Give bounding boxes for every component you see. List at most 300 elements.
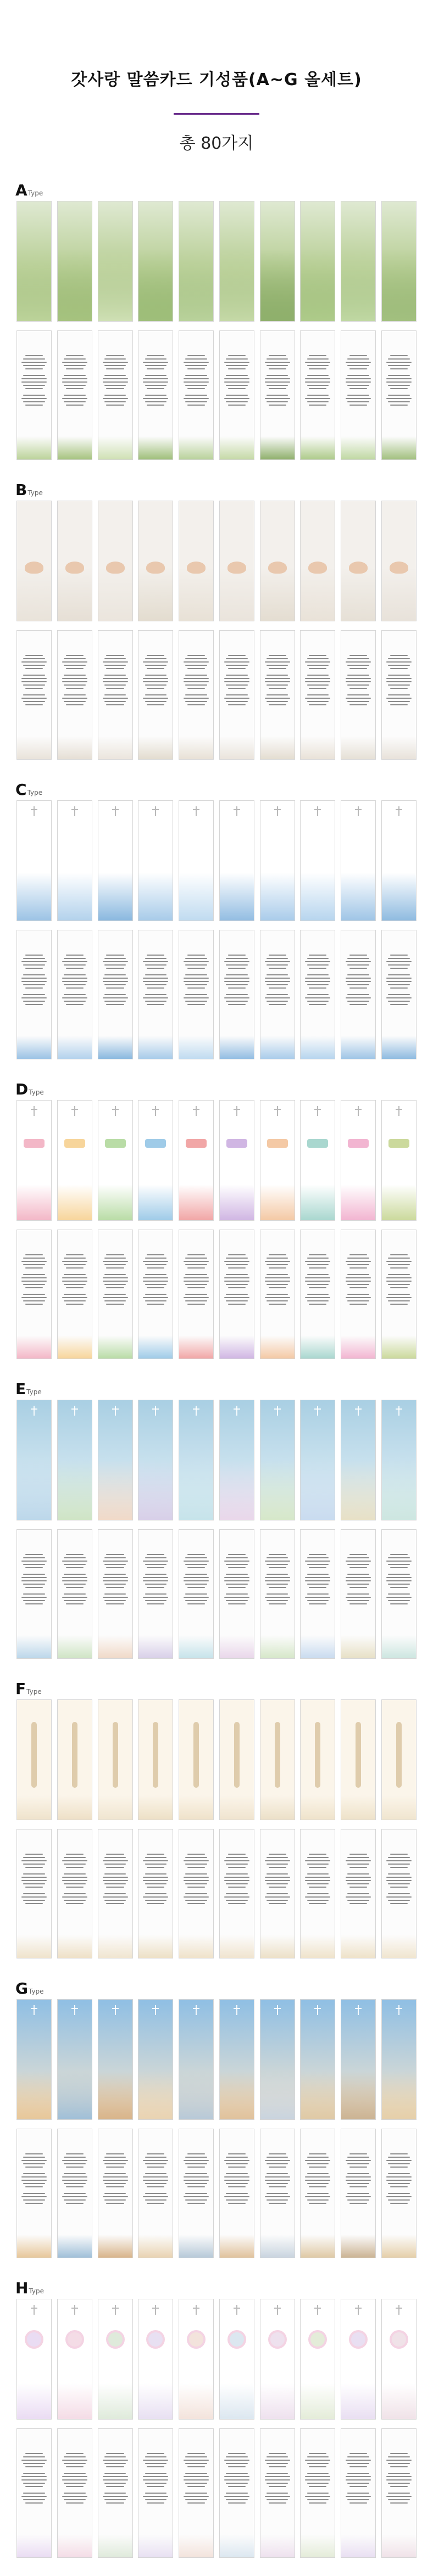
section-type-suffix: Type	[26, 1388, 42, 1396]
verse-text-lines	[305, 2151, 330, 2206]
card-back-thumbnail	[260, 2129, 295, 2258]
verse-text-lines	[224, 1552, 249, 1607]
verse-text-lines	[184, 353, 209, 408]
card-front-thumbnail	[98, 1999, 133, 2120]
cross-icon	[31, 2305, 37, 2315]
verse-text-lines	[265, 1851, 290, 1906]
card-back-thumbnail	[138, 2129, 173, 2258]
verse-text-lines	[143, 1252, 168, 1307]
card-back-row	[16, 330, 417, 460]
card-front-thumbnail	[138, 501, 173, 621]
card-front-thumbnail	[138, 2299, 173, 2420]
hands-illustration	[146, 562, 165, 574]
card-front-thumbnail	[138, 201, 173, 322]
verse-text-lines	[62, 1552, 87, 1607]
card-front-row	[16, 501, 417, 621]
verse-text-lines	[103, 1552, 128, 1607]
card-front-thumbnail	[16, 800, 52, 921]
card-front-thumbnail	[138, 1400, 173, 1520]
card-front-thumbnail	[300, 1400, 335, 1520]
card-back-thumbnail	[341, 630, 376, 760]
card-back-thumbnail	[341, 930, 376, 1059]
hands-illustration	[268, 562, 287, 574]
card-back-thumbnail	[341, 330, 376, 460]
hands-illustration	[227, 562, 246, 574]
card-front-thumbnail	[57, 800, 92, 921]
card-front-thumbnail	[98, 800, 133, 921]
card-front-thumbnail	[260, 2299, 295, 2420]
card-front-thumbnail	[16, 201, 52, 322]
vertical-calligraphy-mark	[153, 1722, 158, 1788]
flower-illustration	[230, 2332, 244, 2347]
card-back-thumbnail	[138, 2428, 173, 2558]
card-back-thumbnail	[138, 1230, 173, 1359]
calligraphy-mark	[105, 1139, 126, 1148]
flower-illustration	[189, 2332, 203, 2347]
calligraphy-mark	[145, 1139, 166, 1148]
verse-text-lines	[346, 2151, 371, 2206]
card-back-row	[16, 2129, 417, 2258]
cross-icon	[314, 1106, 321, 1116]
card-front-row	[16, 1699, 417, 1820]
card-front-thumbnail	[381, 1400, 417, 1520]
verse-text-lines	[265, 353, 290, 408]
cross-icon	[396, 1406, 402, 1416]
section-letter: E	[15, 1380, 26, 1398]
card-front-thumbnail	[179, 501, 214, 621]
flower-illustration	[148, 2332, 163, 2347]
verse-text-lines	[62, 1252, 87, 1307]
card-back-row	[16, 1829, 417, 1958]
hands-illustration	[349, 562, 368, 574]
verse-text-lines	[21, 653, 47, 708]
vertical-calligraphy-mark	[275, 1722, 280, 1788]
cross-icon	[193, 1406, 199, 1416]
card-front-thumbnail	[16, 1100, 52, 1221]
verse-text-lines	[224, 653, 249, 708]
cross-icon	[314, 806, 321, 816]
card-back-thumbnail	[260, 1230, 295, 1359]
card-front-thumbnail	[179, 1699, 214, 1820]
verse-text-lines	[265, 952, 290, 1007]
verse-text-lines	[21, 952, 47, 1007]
verse-text-lines	[346, 1252, 371, 1307]
section-label	[15, 181, 43, 200]
verse-text-lines	[184, 2451, 209, 2506]
cross-icon	[234, 1406, 240, 1416]
cross-icon	[234, 1106, 240, 1116]
section-type-suffix: Type	[29, 2287, 44, 2295]
card-back-thumbnail	[260, 330, 295, 460]
card-front-thumbnail	[260, 1100, 295, 1221]
cross-icon	[355, 806, 362, 816]
section-type-suffix: Type	[26, 1688, 42, 1696]
verse-text-lines	[184, 2151, 209, 2206]
card-back-thumbnail	[16, 330, 52, 460]
card-front-thumbnail	[300, 2299, 335, 2420]
card-back-thumbnail	[341, 2129, 376, 2258]
section-letter: C	[15, 781, 27, 799]
cross-icon	[274, 1406, 281, 1416]
card-back-thumbnail	[300, 2129, 335, 2258]
card-front-thumbnail	[219, 1999, 254, 2120]
verse-text-lines	[224, 2151, 249, 2206]
cross-icon	[152, 2305, 159, 2315]
verse-text-lines	[346, 653, 371, 708]
verse-text-lines	[184, 1851, 209, 1906]
card-back-thumbnail	[219, 1529, 254, 1659]
cross-icon	[314, 2305, 321, 2315]
card-front-thumbnail	[219, 501, 254, 621]
calligraphy-mark	[388, 1139, 409, 1148]
card-back-thumbnail	[219, 330, 254, 460]
card-back-thumbnail	[98, 630, 133, 760]
verse-text-lines	[265, 2151, 290, 2206]
card-back-thumbnail	[260, 1829, 295, 1958]
card-back-thumbnail	[138, 630, 173, 760]
card-back-thumbnail	[260, 930, 295, 1059]
card-front-thumbnail	[98, 201, 133, 322]
page-title: 갓사랑 말씀카드 기성품(A~G 올세트)	[71, 70, 362, 89]
cross-icon	[234, 2005, 240, 2015]
card-front-thumbnail	[260, 800, 295, 921]
card-front-thumbnail	[341, 2299, 376, 2420]
card-back-row	[16, 2428, 417, 2558]
section-f	[0, 1680, 433, 1974]
verse-text-lines	[103, 353, 128, 408]
verse-text-lines	[305, 653, 330, 708]
card-back-thumbnail	[16, 630, 52, 760]
card-front-thumbnail	[300, 800, 335, 921]
verse-text-lines	[224, 1252, 249, 1307]
card-front-thumbnail	[341, 1699, 376, 1820]
verse-text-lines	[386, 1552, 412, 1607]
cross-icon	[274, 2005, 281, 2015]
card-back-thumbnail	[219, 2129, 254, 2258]
card-front-thumbnail	[219, 1100, 254, 1221]
card-back-thumbnail	[138, 1829, 173, 1958]
section-letter: D	[15, 1080, 29, 1098]
flower-illustration	[27, 2332, 41, 2347]
card-back-thumbnail	[98, 2428, 133, 2558]
card-front-thumbnail	[381, 1699, 417, 1820]
card-front-thumbnail	[300, 501, 335, 621]
card-front-thumbnail	[57, 1999, 92, 2120]
section-type-suffix: Type	[28, 1988, 44, 1995]
cross-icon	[274, 2305, 281, 2315]
verse-text-lines	[386, 2451, 412, 2506]
flower-illustration	[108, 2332, 123, 2347]
section-label	[15, 1080, 44, 1099]
card-front-thumbnail	[300, 1699, 335, 1820]
card-back-thumbnail	[98, 2129, 133, 2258]
card-back-thumbnail	[179, 630, 214, 760]
cross-icon	[193, 2305, 199, 2315]
verse-text-lines	[265, 653, 290, 708]
card-back-thumbnail	[300, 630, 335, 760]
calligraphy-mark	[226, 1139, 247, 1148]
verse-text-lines	[184, 1252, 209, 1307]
verse-text-lines	[21, 1552, 47, 1607]
cross-icon	[112, 2005, 119, 2015]
section-label	[15, 1979, 44, 1998]
card-back-thumbnail	[138, 1529, 173, 1659]
card-back-thumbnail	[57, 330, 92, 460]
card-back-thumbnail	[179, 2428, 214, 2558]
cross-icon	[71, 2305, 78, 2315]
card-back-thumbnail	[341, 1230, 376, 1359]
card-front-thumbnail	[381, 201, 417, 322]
verse-text-lines	[346, 1851, 371, 1906]
verse-text-lines	[224, 952, 249, 1007]
section-c	[0, 781, 433, 1075]
vertical-calligraphy-mark	[234, 1722, 240, 1788]
verse-text-lines	[21, 2151, 47, 2206]
verse-text-lines	[386, 653, 412, 708]
verse-text-lines	[305, 1552, 330, 1607]
card-back-thumbnail	[16, 930, 52, 1059]
card-front-thumbnail	[341, 1999, 376, 2120]
card-front-thumbnail	[341, 1400, 376, 1520]
verse-text-lines	[103, 1252, 128, 1307]
card-front-row	[16, 800, 417, 921]
card-front-thumbnail	[98, 1699, 133, 1820]
section-letter: H	[15, 2279, 29, 2297]
card-back-thumbnail	[179, 1829, 214, 1958]
card-front-thumbnail	[16, 1400, 52, 1520]
section-type-suffix: Type	[27, 789, 43, 796]
card-front-thumbnail	[98, 1100, 133, 1221]
cross-icon	[355, 2305, 362, 2315]
card-front-thumbnail	[179, 1100, 214, 1221]
verse-text-lines	[265, 2451, 290, 2506]
verse-text-lines	[103, 1851, 128, 1906]
flower-illustration	[68, 2332, 82, 2347]
verse-text-lines	[305, 1252, 330, 1307]
card-front-row	[16, 1100, 417, 1221]
card-back-thumbnail	[16, 1230, 52, 1359]
card-front-thumbnail	[219, 2299, 254, 2420]
card-back-thumbnail	[381, 1529, 417, 1659]
section-letter: F	[15, 1680, 26, 1698]
card-front-thumbnail	[179, 201, 214, 322]
cross-icon	[112, 2305, 119, 2315]
card-back-thumbnail	[16, 1829, 52, 1958]
card-back-thumbnail	[57, 2129, 92, 2258]
vertical-calligraphy-mark	[113, 1722, 118, 1788]
card-back-thumbnail	[98, 1230, 133, 1359]
card-back-thumbnail	[260, 1529, 295, 1659]
vertical-calligraphy-mark	[31, 1722, 37, 1788]
card-front-thumbnail	[57, 501, 92, 621]
card-front-thumbnail	[57, 1100, 92, 1221]
card-back-row	[16, 930, 417, 1059]
calligraphy-mark	[64, 1139, 85, 1148]
section-letter: G	[15, 1979, 28, 1997]
card-back-thumbnail	[381, 1829, 417, 1958]
verse-text-lines	[103, 2451, 128, 2506]
card-front-thumbnail	[179, 1999, 214, 2120]
verse-text-lines	[184, 952, 209, 1007]
card-front-thumbnail	[219, 201, 254, 322]
verse-text-lines	[386, 952, 412, 1007]
card-back-thumbnail	[260, 2428, 295, 2558]
card-back-thumbnail	[381, 630, 417, 760]
card-front-thumbnail	[300, 1999, 335, 2120]
verse-text-lines	[386, 1252, 412, 1307]
section-letter: B	[15, 481, 27, 499]
card-front-thumbnail	[16, 1999, 52, 2120]
cross-icon	[355, 1406, 362, 1416]
section-type-suffix: Type	[27, 189, 43, 197]
card-back-thumbnail	[16, 1529, 52, 1659]
verse-text-lines	[21, 353, 47, 408]
card-front-thumbnail	[219, 1699, 254, 1820]
card-back-thumbnail	[179, 1529, 214, 1659]
section-label	[15, 2279, 44, 2298]
card-back-thumbnail	[381, 2428, 417, 2558]
card-back-thumbnail	[179, 1230, 214, 1359]
cross-icon	[274, 806, 281, 816]
vertical-calligraphy-mark	[396, 1722, 402, 1788]
cross-icon	[31, 806, 37, 816]
verse-text-lines	[62, 653, 87, 708]
cross-icon	[396, 2305, 402, 2315]
card-back-thumbnail	[341, 1529, 376, 1659]
card-back-thumbnail	[300, 2428, 335, 2558]
verse-text-lines	[224, 353, 249, 408]
section-type-suffix: Type	[27, 489, 43, 497]
cross-icon	[396, 2005, 402, 2015]
card-front-thumbnail	[381, 1100, 417, 1221]
card-back-thumbnail	[219, 630, 254, 760]
card-back-thumbnail	[260, 630, 295, 760]
cross-icon	[71, 806, 78, 816]
card-back-thumbnail	[98, 1529, 133, 1659]
card-front-thumbnail	[381, 1999, 417, 2120]
card-front-thumbnail	[300, 201, 335, 322]
verse-text-lines	[62, 353, 87, 408]
verse-text-lines	[386, 1851, 412, 1906]
verse-text-lines	[21, 2451, 47, 2506]
flower-illustration	[270, 2332, 285, 2347]
card-front-thumbnail	[341, 800, 376, 921]
verse-text-lines	[143, 1552, 168, 1607]
card-front-thumbnail	[98, 501, 133, 621]
hands-illustration	[187, 562, 206, 574]
verse-text-lines	[224, 1851, 249, 1906]
card-front-thumbnail	[138, 1100, 173, 1221]
cross-icon	[355, 2005, 362, 2015]
cross-icon	[152, 806, 159, 816]
calligraphy-mark	[267, 1139, 288, 1148]
cross-icon	[314, 1406, 321, 1416]
verse-text-lines	[386, 2151, 412, 2206]
section-label	[15, 1680, 42, 1698]
cross-icon	[112, 1106, 119, 1116]
verse-text-lines	[305, 353, 330, 408]
card-front-thumbnail	[341, 201, 376, 322]
card-front-thumbnail	[381, 501, 417, 621]
card-back-thumbnail	[57, 930, 92, 1059]
verse-text-lines	[346, 353, 371, 408]
verse-text-lines	[103, 952, 128, 1007]
cross-icon	[396, 806, 402, 816]
card-back-thumbnail	[381, 330, 417, 460]
card-front-thumbnail	[57, 201, 92, 322]
card-back-thumbnail	[179, 330, 214, 460]
verse-text-lines	[143, 2151, 168, 2206]
cross-icon	[112, 806, 119, 816]
card-front-thumbnail	[219, 800, 254, 921]
card-back-thumbnail	[219, 1829, 254, 1958]
section-g	[0, 1979, 433, 2274]
card-back-thumbnail	[341, 2428, 376, 2558]
verse-text-lines	[224, 2451, 249, 2506]
card-front-thumbnail	[260, 201, 295, 322]
card-back-thumbnail	[381, 1230, 417, 1359]
card-front-thumbnail	[260, 1999, 295, 2120]
flower-illustration	[392, 2332, 406, 2347]
card-front-row	[16, 2299, 417, 2420]
flower-illustration	[310, 2332, 325, 2347]
card-back-thumbnail	[300, 1230, 335, 1359]
card-front-thumbnail	[16, 1699, 52, 1820]
verse-text-lines	[21, 1851, 47, 1906]
card-front-thumbnail	[138, 1999, 173, 2120]
hands-illustration	[65, 562, 84, 574]
card-back-thumbnail	[381, 2129, 417, 2258]
card-front-thumbnail	[179, 1400, 214, 1520]
card-front-thumbnail	[16, 2299, 52, 2420]
card-back-thumbnail	[98, 1829, 133, 1958]
card-front-thumbnail	[98, 2299, 133, 2420]
card-front-thumbnail	[57, 1400, 92, 1520]
card-front-thumbnail	[260, 501, 295, 621]
cross-icon	[193, 806, 199, 816]
verse-text-lines	[386, 353, 412, 408]
verse-text-lines	[184, 653, 209, 708]
hands-illustration	[25, 562, 43, 574]
vertical-calligraphy-mark	[315, 1722, 320, 1788]
card-back-row	[16, 1529, 417, 1659]
verse-text-lines	[265, 1552, 290, 1607]
calligraphy-mark	[348, 1139, 369, 1148]
cross-icon	[71, 1406, 78, 1416]
verse-text-lines	[103, 653, 128, 708]
card-front-thumbnail	[16, 501, 52, 621]
card-back-thumbnail	[219, 1230, 254, 1359]
cross-icon	[234, 806, 240, 816]
verse-text-lines	[184, 1552, 209, 1607]
cross-icon	[314, 2005, 321, 2015]
verse-text-lines	[143, 353, 168, 408]
vertical-calligraphy-mark	[193, 1722, 199, 1788]
verse-text-lines	[346, 2451, 371, 2506]
hands-illustration	[390, 562, 408, 574]
card-back-thumbnail	[300, 1529, 335, 1659]
card-back-thumbnail	[219, 2428, 254, 2558]
card-back-thumbnail	[381, 930, 417, 1059]
card-front-thumbnail	[179, 2299, 214, 2420]
card-front-thumbnail	[57, 2299, 92, 2420]
cross-icon	[152, 1406, 159, 1416]
verse-text-lines	[265, 1252, 290, 1307]
card-back-thumbnail	[57, 2428, 92, 2558]
card-back-thumbnail	[138, 330, 173, 460]
page-header	[0, 0, 433, 181]
card-back-thumbnail	[16, 2129, 52, 2258]
